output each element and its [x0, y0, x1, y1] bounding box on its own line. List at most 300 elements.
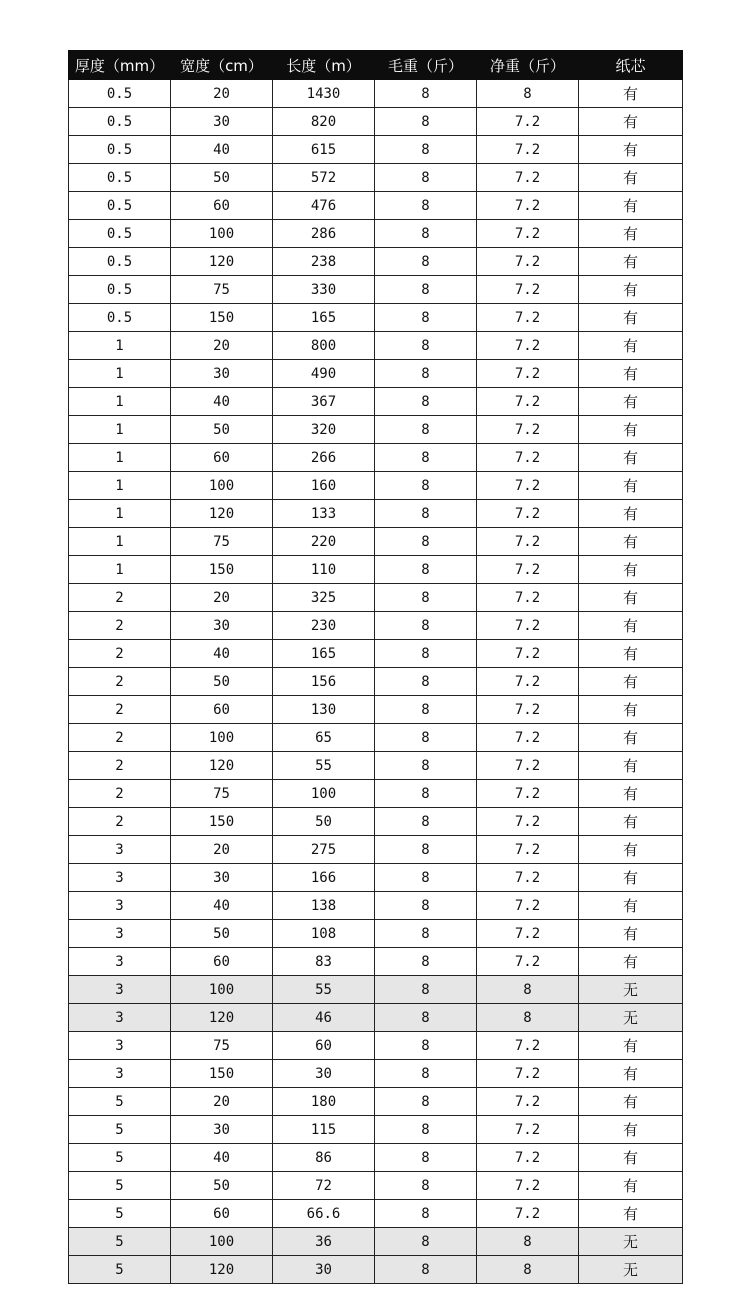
cell-width: 150: [171, 1060, 273, 1088]
table-row: [69, 1256, 683, 1284]
cell-thickness: 1: [69, 556, 171, 584]
cell-gross-weight: 8: [375, 556, 477, 584]
cell-paper-core: 有: [579, 80, 683, 108]
cell-width: 40: [171, 136, 273, 164]
table-row: [69, 1144, 683, 1172]
cell-gross-weight: 8: [375, 976, 477, 1004]
cell-paper-core: 有: [579, 696, 683, 724]
cell-length: 320: [273, 416, 375, 444]
cell-net-weight: 7.2: [477, 948, 579, 976]
cell-gross-weight: 8: [375, 416, 477, 444]
cell-thickness: 0.5: [69, 220, 171, 248]
cell-net-weight: 7.2: [477, 1200, 579, 1228]
cell-net-weight: 7.2: [477, 136, 579, 164]
cell-width: 50: [171, 1172, 273, 1200]
cell-length: 286: [273, 220, 375, 248]
cell-paper-core: 有: [579, 612, 683, 640]
cell-width: 120: [171, 752, 273, 780]
table-row: [69, 220, 683, 248]
cell-paper-core: 有: [579, 920, 683, 948]
cell-width: 30: [171, 612, 273, 640]
cell-length: 138: [273, 892, 375, 920]
cell-net-weight: 8: [477, 80, 579, 108]
cell-width: 150: [171, 304, 273, 332]
cell-length: 820: [273, 108, 375, 136]
cell-thickness: 3: [69, 864, 171, 892]
table-row: [69, 752, 683, 780]
cell-thickness: 2: [69, 668, 171, 696]
header-gross-weight: 毛重（斤）: [375, 51, 477, 80]
cell-gross-weight: 8: [375, 752, 477, 780]
table-row: [69, 248, 683, 276]
table-row: [69, 976, 683, 1004]
cell-gross-weight: 8: [375, 612, 477, 640]
cell-net-weight: 7.2: [477, 164, 579, 192]
cell-gross-weight: 8: [375, 1032, 477, 1060]
cell-width: 20: [171, 584, 273, 612]
cell-width: 100: [171, 220, 273, 248]
cell-width: 75: [171, 1032, 273, 1060]
cell-width: 60: [171, 1200, 273, 1228]
cell-length: 65: [273, 724, 375, 752]
cell-net-weight: 7.2: [477, 1116, 579, 1144]
table-row: [69, 584, 683, 612]
cell-thickness: 5: [69, 1172, 171, 1200]
cell-length: 367: [273, 388, 375, 416]
cell-net-weight: 7.2: [477, 612, 579, 640]
cell-paper-core: 有: [579, 500, 683, 528]
cell-length: 133: [273, 500, 375, 528]
cell-width: 20: [171, 80, 273, 108]
product-spec-table: [68, 50, 683, 1284]
cell-width: 100: [171, 976, 273, 1004]
cell-gross-weight: 8: [375, 836, 477, 864]
cell-width: 150: [171, 556, 273, 584]
header-length: 长度（m）: [273, 51, 375, 80]
table-row: [69, 500, 683, 528]
cell-width: 30: [171, 108, 273, 136]
cell-gross-weight: 8: [375, 584, 477, 612]
cell-gross-weight: 8: [375, 696, 477, 724]
cell-net-weight: 8: [477, 1004, 579, 1032]
cell-thickness: 0.5: [69, 136, 171, 164]
cell-paper-core: 有: [579, 892, 683, 920]
cell-width: 120: [171, 1256, 273, 1284]
cell-length: 490: [273, 360, 375, 388]
cell-thickness: 2: [69, 612, 171, 640]
cell-thickness: 2: [69, 780, 171, 808]
table-row: [69, 164, 683, 192]
cell-paper-core: 有: [579, 164, 683, 192]
cell-net-weight: 7.2: [477, 696, 579, 724]
cell-net-weight: 7.2: [477, 864, 579, 892]
cell-thickness: 2: [69, 808, 171, 836]
table-row: [69, 80, 683, 108]
cell-net-weight: 8: [477, 1256, 579, 1284]
cell-width: 60: [171, 948, 273, 976]
cell-paper-core: 有: [579, 668, 683, 696]
cell-thickness: 5: [69, 1144, 171, 1172]
cell-length: 160: [273, 472, 375, 500]
table-row: [69, 528, 683, 556]
header-row: [69, 51, 683, 80]
cell-net-weight: 7.2: [477, 528, 579, 556]
cell-gross-weight: 8: [375, 220, 477, 248]
cell-thickness: 5: [69, 1116, 171, 1144]
cell-net-weight: 7.2: [477, 780, 579, 808]
cell-thickness: 5: [69, 1200, 171, 1228]
cell-length: 266: [273, 444, 375, 472]
cell-gross-weight: 8: [375, 80, 477, 108]
table-row: [69, 948, 683, 976]
cell-paper-core: 有: [579, 640, 683, 668]
cell-net-weight: 7.2: [477, 1144, 579, 1172]
cell-net-weight: 7.2: [477, 640, 579, 668]
cell-width: 20: [171, 332, 273, 360]
cell-thickness: 1: [69, 332, 171, 360]
cell-length: 130: [273, 696, 375, 724]
cell-net-weight: 7.2: [477, 388, 579, 416]
cell-width: 50: [171, 416, 273, 444]
cell-width: 30: [171, 1116, 273, 1144]
cell-paper-core: 有: [579, 808, 683, 836]
cell-paper-core: 有: [579, 304, 683, 332]
cell-width: 50: [171, 164, 273, 192]
cell-gross-weight: 8: [375, 948, 477, 976]
cell-gross-weight: 8: [375, 892, 477, 920]
cell-gross-weight: 8: [375, 472, 477, 500]
cell-net-weight: 7.2: [477, 332, 579, 360]
cell-width: 120: [171, 500, 273, 528]
cell-paper-core: 有: [579, 1144, 683, 1172]
cell-thickness: 1: [69, 528, 171, 556]
table-row: [69, 1116, 683, 1144]
cell-thickness: 1: [69, 416, 171, 444]
cell-paper-core: 有: [579, 528, 683, 556]
table-row: [69, 1088, 683, 1116]
cell-thickness: 1: [69, 388, 171, 416]
cell-paper-core: 无: [579, 976, 683, 1004]
cell-net-weight: 7.2: [477, 668, 579, 696]
table-row: [69, 864, 683, 892]
cell-thickness: 3: [69, 948, 171, 976]
cell-net-weight: 7.2: [477, 108, 579, 136]
cell-net-weight: 7.2: [477, 248, 579, 276]
cell-gross-weight: 8: [375, 920, 477, 948]
cell-thickness: 3: [69, 892, 171, 920]
cell-net-weight: 7.2: [477, 220, 579, 248]
cell-net-weight: 7.2: [477, 808, 579, 836]
cell-paper-core: 有: [579, 136, 683, 164]
cell-gross-weight: 8: [375, 1256, 477, 1284]
table-row: [69, 640, 683, 668]
cell-width: 100: [171, 472, 273, 500]
cell-width: 60: [171, 444, 273, 472]
cell-gross-weight: 8: [375, 192, 477, 220]
table-row: [69, 472, 683, 500]
cell-thickness: 2: [69, 640, 171, 668]
cell-length: 30: [273, 1060, 375, 1088]
cell-width: 120: [171, 248, 273, 276]
cell-thickness: 3: [69, 920, 171, 948]
table-row: [69, 920, 683, 948]
cell-net-weight: 7.2: [477, 444, 579, 472]
cell-paper-core: 无: [579, 1256, 683, 1284]
cell-thickness: 3: [69, 1004, 171, 1032]
cell-paper-core: 有: [579, 472, 683, 500]
cell-length: 230: [273, 612, 375, 640]
cell-length: 165: [273, 304, 375, 332]
cell-paper-core: 有: [579, 332, 683, 360]
cell-net-weight: 7.2: [477, 276, 579, 304]
table-row: [69, 276, 683, 304]
cell-net-weight: 7.2: [477, 836, 579, 864]
cell-thickness: 3: [69, 976, 171, 1004]
cell-length: 238: [273, 248, 375, 276]
cell-thickness: 2: [69, 724, 171, 752]
cell-gross-weight: 8: [375, 444, 477, 472]
cell-paper-core: 有: [579, 556, 683, 584]
cell-gross-weight: 8: [375, 1172, 477, 1200]
cell-width: 60: [171, 696, 273, 724]
cell-gross-weight: 8: [375, 668, 477, 696]
cell-width: 40: [171, 640, 273, 668]
cell-length: 156: [273, 668, 375, 696]
cell-length: 615: [273, 136, 375, 164]
cell-width: 30: [171, 360, 273, 388]
header-width: 宽度（cm）: [171, 51, 273, 80]
cell-paper-core: 有: [579, 584, 683, 612]
table-header: [69, 51, 683, 80]
table-row: [69, 668, 683, 696]
cell-gross-weight: 8: [375, 528, 477, 556]
cell-length: 55: [273, 752, 375, 780]
cell-paper-core: 有: [579, 1088, 683, 1116]
cell-width: 50: [171, 920, 273, 948]
cell-length: 30: [273, 1256, 375, 1284]
cell-width: 20: [171, 836, 273, 864]
cell-paper-core: 有: [579, 1172, 683, 1200]
cell-paper-core: 有: [579, 780, 683, 808]
table-row: [69, 612, 683, 640]
cell-paper-core: 无: [579, 1004, 683, 1032]
cell-width: 75: [171, 780, 273, 808]
cell-thickness: 2: [69, 696, 171, 724]
cell-width: 60: [171, 192, 273, 220]
cell-paper-core: 有: [579, 360, 683, 388]
cell-paper-core: 有: [579, 724, 683, 752]
table-row: [69, 136, 683, 164]
cell-gross-weight: 8: [375, 724, 477, 752]
cell-width: 100: [171, 724, 273, 752]
cell-net-weight: 7.2: [477, 920, 579, 948]
cell-length: 110: [273, 556, 375, 584]
cell-gross-weight: 8: [375, 780, 477, 808]
cell-length: 86: [273, 1144, 375, 1172]
cell-thickness: 3: [69, 1032, 171, 1060]
cell-length: 100: [273, 780, 375, 808]
cell-paper-core: 有: [579, 220, 683, 248]
cell-gross-weight: 8: [375, 1004, 477, 1032]
cell-length: 108: [273, 920, 375, 948]
table-row: [69, 304, 683, 332]
cell-length: 166: [273, 864, 375, 892]
cell-thickness: 5: [69, 1256, 171, 1284]
cell-net-weight: 7.2: [477, 304, 579, 332]
cell-length: 55: [273, 976, 375, 1004]
cell-net-weight: 7.2: [477, 556, 579, 584]
cell-width: 40: [171, 388, 273, 416]
table-row: [69, 696, 683, 724]
table-row: [69, 1172, 683, 1200]
cell-thickness: 2: [69, 584, 171, 612]
cell-paper-core: 有: [579, 1116, 683, 1144]
cell-gross-weight: 8: [375, 108, 477, 136]
cell-length: 800: [273, 332, 375, 360]
header-thickness: 厚度（mm）: [69, 51, 171, 80]
cell-gross-weight: 8: [375, 640, 477, 668]
cell-thickness: 0.5: [69, 192, 171, 220]
cell-paper-core: 无: [579, 1228, 683, 1256]
cell-gross-weight: 8: [375, 136, 477, 164]
table-row: [69, 1060, 683, 1088]
cell-thickness: 0.5: [69, 248, 171, 276]
cell-gross-weight: 8: [375, 276, 477, 304]
table-row: [69, 444, 683, 472]
cell-net-weight: 7.2: [477, 584, 579, 612]
cell-length: 1430: [273, 80, 375, 108]
header-paper-core: 纸芯: [579, 51, 683, 80]
table-row: [69, 808, 683, 836]
cell-thickness: 3: [69, 1060, 171, 1088]
cell-length: 66.6: [273, 1200, 375, 1228]
cell-thickness: 0.5: [69, 304, 171, 332]
cell-paper-core: 有: [579, 276, 683, 304]
cell-length: 115: [273, 1116, 375, 1144]
table-row: [69, 556, 683, 584]
cell-length: 275: [273, 836, 375, 864]
cell-paper-core: 有: [579, 108, 683, 136]
cell-net-weight: 8: [477, 976, 579, 1004]
cell-paper-core: 有: [579, 248, 683, 276]
cell-thickness: 1: [69, 472, 171, 500]
table-row: [69, 416, 683, 444]
cell-gross-weight: 8: [375, 1060, 477, 1088]
cell-paper-core: 有: [579, 836, 683, 864]
table-row: [69, 332, 683, 360]
cell-net-weight: 7.2: [477, 472, 579, 500]
cell-gross-weight: 8: [375, 1116, 477, 1144]
cell-net-weight: 7.2: [477, 360, 579, 388]
cell-net-weight: 8: [477, 1228, 579, 1256]
cell-width: 40: [171, 1144, 273, 1172]
cell-width: 50: [171, 668, 273, 696]
cell-thickness: 0.5: [69, 80, 171, 108]
cell-length: 180: [273, 1088, 375, 1116]
cell-paper-core: 有: [579, 752, 683, 780]
cell-net-weight: 7.2: [477, 500, 579, 528]
cell-paper-core: 有: [579, 1060, 683, 1088]
cell-length: 50: [273, 808, 375, 836]
cell-length: 83: [273, 948, 375, 976]
cell-length: 325: [273, 584, 375, 612]
cell-width: 100: [171, 1228, 273, 1256]
cell-thickness: 0.5: [69, 164, 171, 192]
cell-net-weight: 7.2: [477, 752, 579, 780]
cell-thickness: 1: [69, 444, 171, 472]
cell-paper-core: 有: [579, 948, 683, 976]
cell-gross-weight: 8: [375, 248, 477, 276]
cell-net-weight: 7.2: [477, 416, 579, 444]
cell-width: 75: [171, 528, 273, 556]
cell-gross-weight: 8: [375, 164, 477, 192]
cell-net-weight: 7.2: [477, 892, 579, 920]
cell-gross-weight: 8: [375, 1088, 477, 1116]
cell-length: 46: [273, 1004, 375, 1032]
table-row: [69, 836, 683, 864]
cell-length: 572: [273, 164, 375, 192]
cell-paper-core: 有: [579, 388, 683, 416]
table-row: [69, 1004, 683, 1032]
table-row: [69, 108, 683, 136]
cell-thickness: 5: [69, 1228, 171, 1256]
cell-length: 330: [273, 276, 375, 304]
table-row: [69, 892, 683, 920]
table-row: [69, 1200, 683, 1228]
cell-gross-weight: 8: [375, 1144, 477, 1172]
table-row: [69, 192, 683, 220]
cell-length: 60: [273, 1032, 375, 1060]
cell-thickness: 3: [69, 836, 171, 864]
cell-paper-core: 有: [579, 1032, 683, 1060]
table-row: [69, 388, 683, 416]
cell-paper-core: 有: [579, 192, 683, 220]
cell-length: 476: [273, 192, 375, 220]
cell-width: 30: [171, 864, 273, 892]
table-row: [69, 360, 683, 388]
table-row: [69, 724, 683, 752]
cell-gross-weight: 8: [375, 332, 477, 360]
cell-thickness: 1: [69, 360, 171, 388]
cell-width: 40: [171, 892, 273, 920]
cell-net-weight: 7.2: [477, 192, 579, 220]
cell-net-weight: 7.2: [477, 1060, 579, 1088]
cell-gross-weight: 8: [375, 500, 477, 528]
cell-gross-weight: 8: [375, 360, 477, 388]
header-net-weight: 净重（斤）: [477, 51, 579, 80]
cell-length: 165: [273, 640, 375, 668]
cell-width: 150: [171, 808, 273, 836]
cell-thickness: 1: [69, 500, 171, 528]
cell-length: 36: [273, 1228, 375, 1256]
cell-thickness: 0.5: [69, 108, 171, 136]
cell-gross-weight: 8: [375, 304, 477, 332]
cell-width: 120: [171, 1004, 273, 1032]
cell-length: 220: [273, 528, 375, 556]
cell-paper-core: 有: [579, 1200, 683, 1228]
table-row: [69, 780, 683, 808]
cell-thickness: 5: [69, 1088, 171, 1116]
cell-thickness: 0.5: [69, 276, 171, 304]
table-row: [69, 1032, 683, 1060]
cell-net-weight: 7.2: [477, 724, 579, 752]
cell-net-weight: 7.2: [477, 1172, 579, 1200]
cell-width: 20: [171, 1088, 273, 1116]
table-row: [69, 1228, 683, 1256]
table-body: [69, 80, 683, 1284]
cell-width: 75: [171, 276, 273, 304]
cell-thickness: 2: [69, 752, 171, 780]
